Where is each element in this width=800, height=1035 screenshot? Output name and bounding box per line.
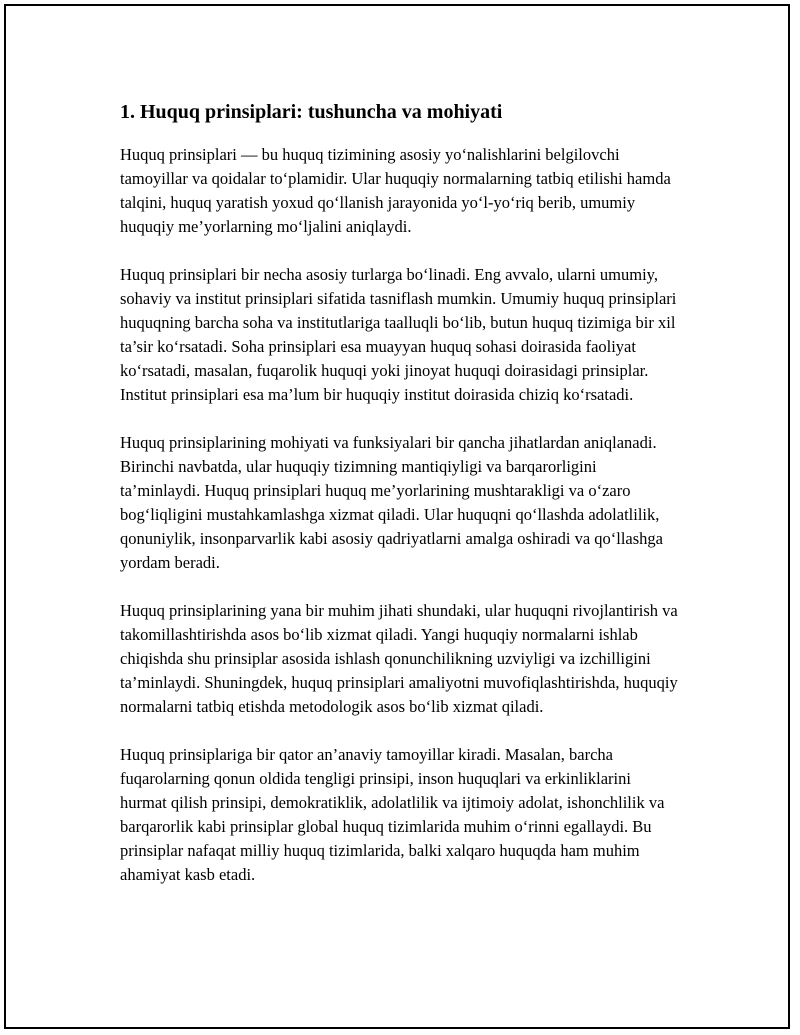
section-heading: 1. Huquq prinsiplari: tushuncha va mohiyati (120, 101, 503, 123)
paragraph-4: Huquq prinsiplarining yana bir muhim jihati shundaki, ular huquqni rivojlantirish va takomillashtirishda asos bo‘lib xizmat qiladi. Yangi huquqiy normalarni ishlab chiqishda shu prinsiplar asosida ishlash qonunchilikning uzviyligi va izchilligini ta’minlaydi. Shuningdek, huquq prinsiplari amaliyotni muvofiqlashtirishda, huquqiy normalarni tatbiq etishda metodologik asos bo‘lib xizmat qiladi. (120, 601, 678, 716)
document-content (120, 98, 680, 911)
paragraph-2: Huquq prinsiplari bir necha asosiy turlarga bo‘linadi. Eng avvalo, ularni umumiy, sohaviy va institut prinsiplari sifatida tasniflash mumkin. Umumiy huquq prinsiplari huquqning barcha soha va institutlariga taalluqli bo‘lib, butun huquq tizimiga bir xil ta’sir ko‘rsatadi. Soha prinsiplari esa muayyan huquq sohasi doirasida faoliyat ko‘rsatadi, masalan, fuqarolik huquqi yoki jinoyat huquqi doirasidagi prinsiplar. Institut prinsiplari esa ma’lum bir huquqiy institut doirasida chiziq ko‘rsatadi. (120, 265, 677, 404)
paragraph-5: Huquq prinsiplariga bir qator an’anaviy tamoyillar kiradi. Masalan, barcha fuqarolarning qonun oldida tengligi prinsipi, inson huquqlari va erkinliklarini hurmat qilish prinsipi, demokratiklik, adolatlilik va ijtimoiy adolat, ishonchlilik va barqarorlik kabi prinsiplar global huquq tizimlarida muhim o‘rinni egallaydi. Bu prinsiplar nafaqat milliy huquq tizimlarida, balki xalqaro huquqda ham muhim ahamiyat kasb etadi. (120, 745, 665, 884)
paragraph-3: Huquq prinsiplarining mohiyati va funksiyalari bir qancha jihatlardan aniqlanadi. Birinchi navbatda, ular huquqiy tizimning mantiqiyligi va barqarorligini ta’minlaydi. Huquq prinsiplari huquq me’yorlarining mushtarakligi va o‘zaro bog‘liqligini mustahkamlashga xizmat qiladi. Ular huquqni qo‘llashda adolatlilik, qonuniylik, insonparvarlik kabi asosiy qadriyatlarni amalga oshiradi va qo‘llashga yordam beradi. (120, 433, 663, 572)
document-page (4, 4, 790, 1029)
paragraph-1: Huquq prinsiplari — bu huquq tizimining asosiy yo‘nalishlarini belgilovchi tamoyillar va qoidalar to‘plamidir. Ular huquqiy normalarning tatbiq etilishi hamda talqini, huquq yaratish yoxud qo‘llanish jarayonida yo‘l-yo‘riq berib, umumiy huquqiy me’yorlarning mo‘ljalini aniqlaydi. (120, 145, 671, 236)
